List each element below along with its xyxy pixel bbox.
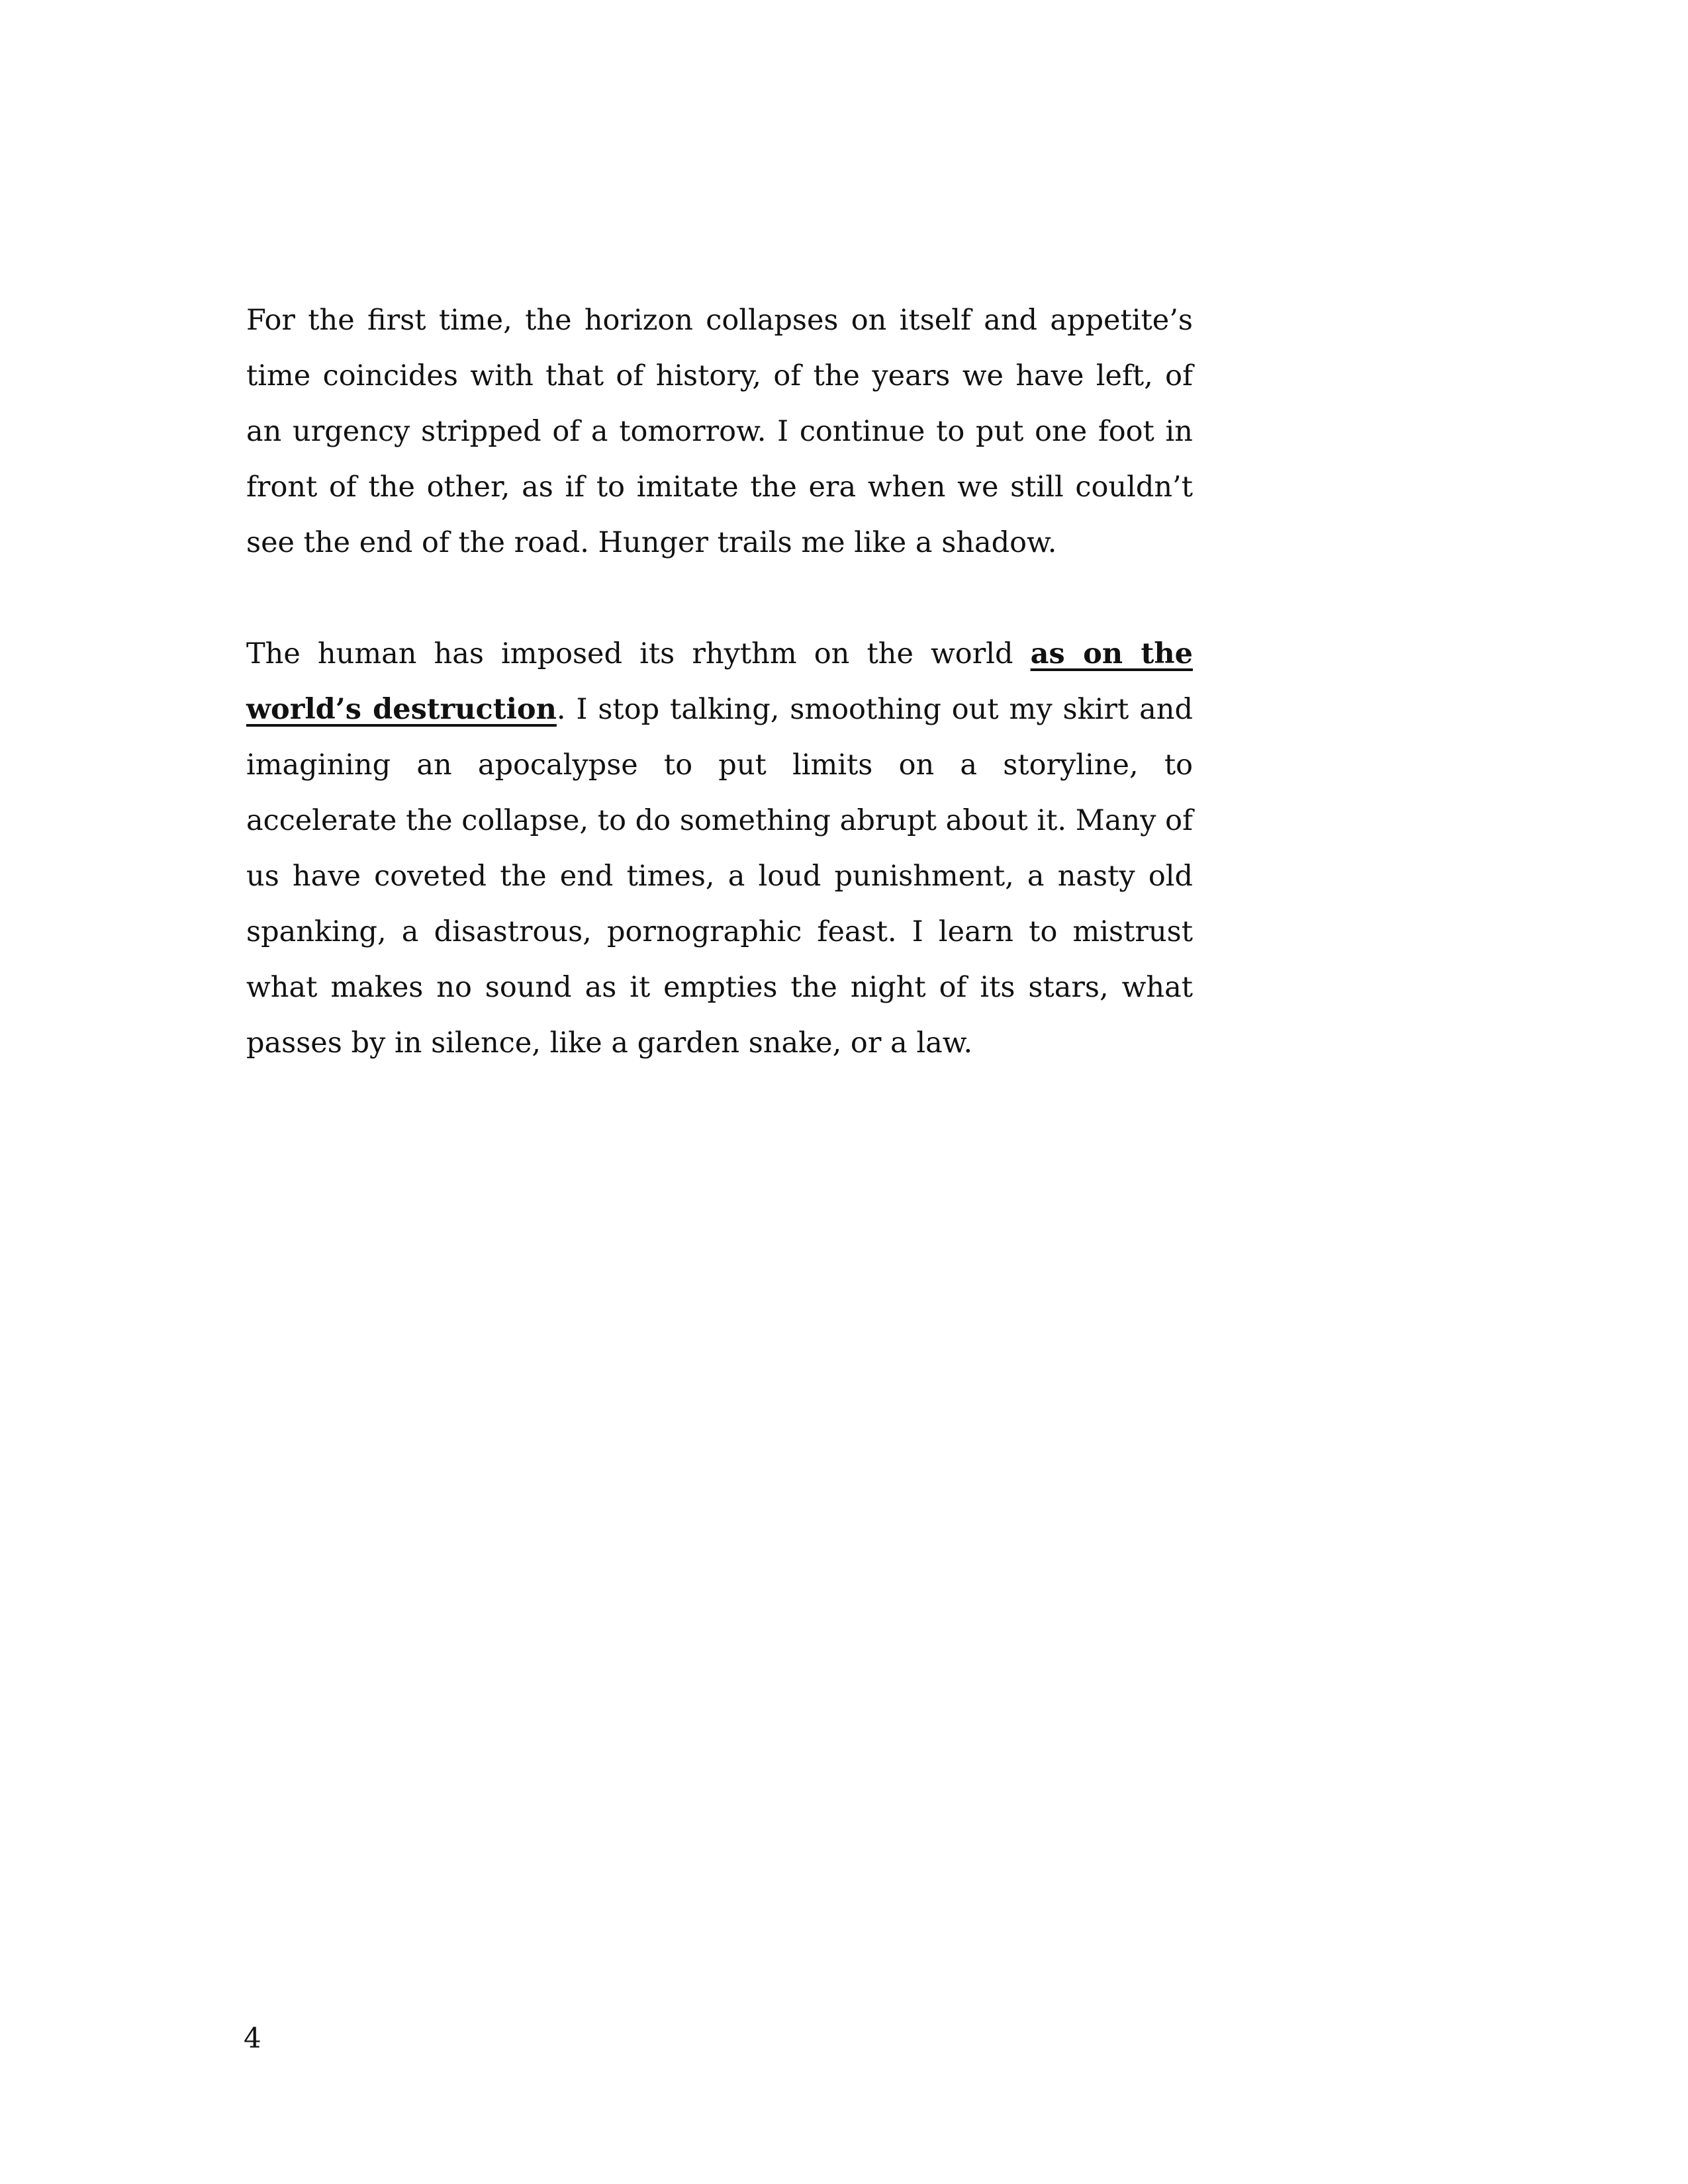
body-text xyxy=(246,293,1193,1071)
paragraph-2-continuation: . I stop talking, smoothing out my skirt and imagining an apocalypse to put limits on a storyline, to accelerate the collapse, to do something abrupt about it. Many of us have coveted the end times, a loud punishment, a nasty old spanking, a disastrous, pornographic feast. I learn to mistrust what makes no sound as it empties the night of its stars, what passes by in silence, like a garden snake, or a law. xyxy=(246,693,1194,1060)
page-number: 4 xyxy=(244,2022,261,2054)
paragraph-1: For the first time, the horizon collapses on itself and appetite’s time coincides with that of history, of the years we have left, of an urgency stripped of a tomorrow. I continue to put one foot in front of the other, as if to imitate the era when we still couldn’t see the end of the road. Hunger trails me like a shadow. xyxy=(246,304,1193,559)
emphasized-link-phrase[interactable]: as on the world’s destruction xyxy=(246,637,1193,726)
paragraph-2-intro: The human has imposed its rhythm on the world xyxy=(246,637,1031,670)
paragraph-2 xyxy=(246,626,1193,1071)
